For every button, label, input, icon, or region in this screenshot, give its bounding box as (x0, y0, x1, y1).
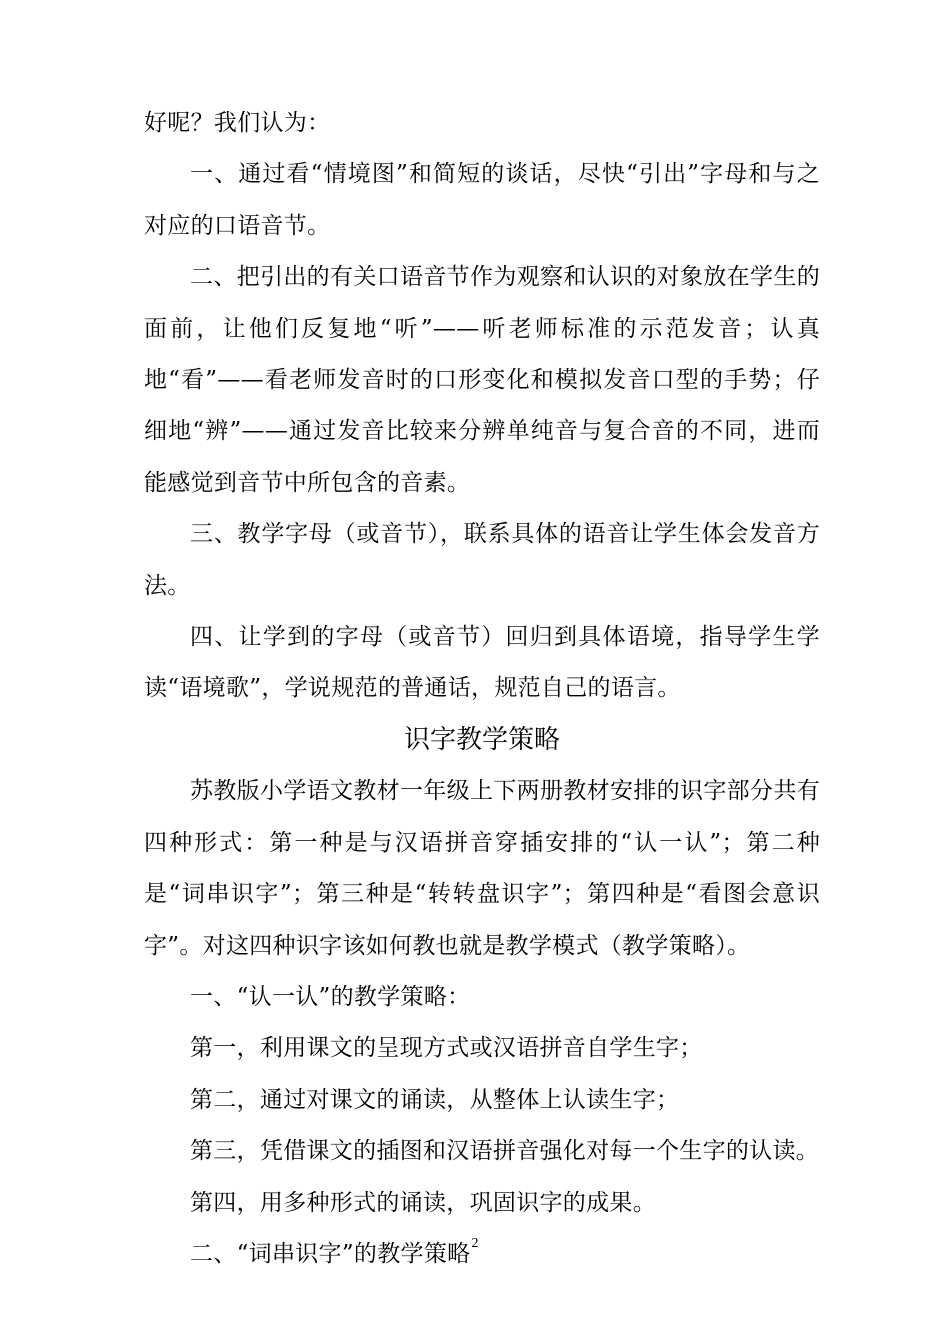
paragraph-strategy-2-title: 二、“词串识字”的教学策略 (190, 1240, 471, 1267)
paragraph-point-2: 二、把引出的有关口语音节作为观察和认识的对象放在学生的面前，让他们反复地“听”——听老师标准的示范发音；认真地“看”——看老师发音时的口形变化和模拟发音口型的手势；仔细地“辨”——通过发音比较来分辨单纯音与复合音的不同，进而能感觉到音节中所包含的音素。 (144, 264, 820, 496)
paragraph-step-4: 第四，用多种形式的诵读，巩固识字的成果。 (190, 1189, 656, 1216)
page-number: 2 (471, 1236, 479, 1251)
paragraph-point-1: 一、通过看“情境图”和简短的谈话，尽快“引出”字母和与之对应的口语音节。 (144, 161, 820, 239)
paragraph-point-3: 三、教学字母（或音节），联系具体的语音让学生体会发音方法。 (144, 521, 820, 599)
paragraph-continuation: 好呢？我们认为： (144, 110, 331, 136)
paragraph-point-4: 四、让学到的字母（或音节）回归到具体语境，指导学生学读“语境歌”，学说规范的普通话，规范自己的语言。 (144, 624, 820, 702)
paragraph-strategy-1-title: 一、“认一认”的教学策略： (190, 983, 471, 1010)
paragraph-intro: 苏教版小学语文教材一年级上下两册教材安排的识字部分共有四种形式：第一种是与汉语拼音穿插安排的“认一认”；第二种是“词串识字”；第三种是“转转盘识字”；第四种是“看图会意识字”。对这四种识字该如何教也就是教学模式（教学策略）。 (144, 778, 820, 959)
body-text (144, 98, 820, 1280)
paragraph-step-3: 第三，凭借课文的插图和汉语拼音强化对每一个生字的认读。 (190, 1138, 820, 1165)
section-heading: 识字教学策略 (403, 724, 560, 755)
paragraph-step-1: 第一，利用课文的呈现方式或汉语拼音自学生字； (190, 1035, 703, 1062)
paragraph-step-2: 第二，通过对课文的诵读，从整体上认读生字； (190, 1086, 680, 1113)
